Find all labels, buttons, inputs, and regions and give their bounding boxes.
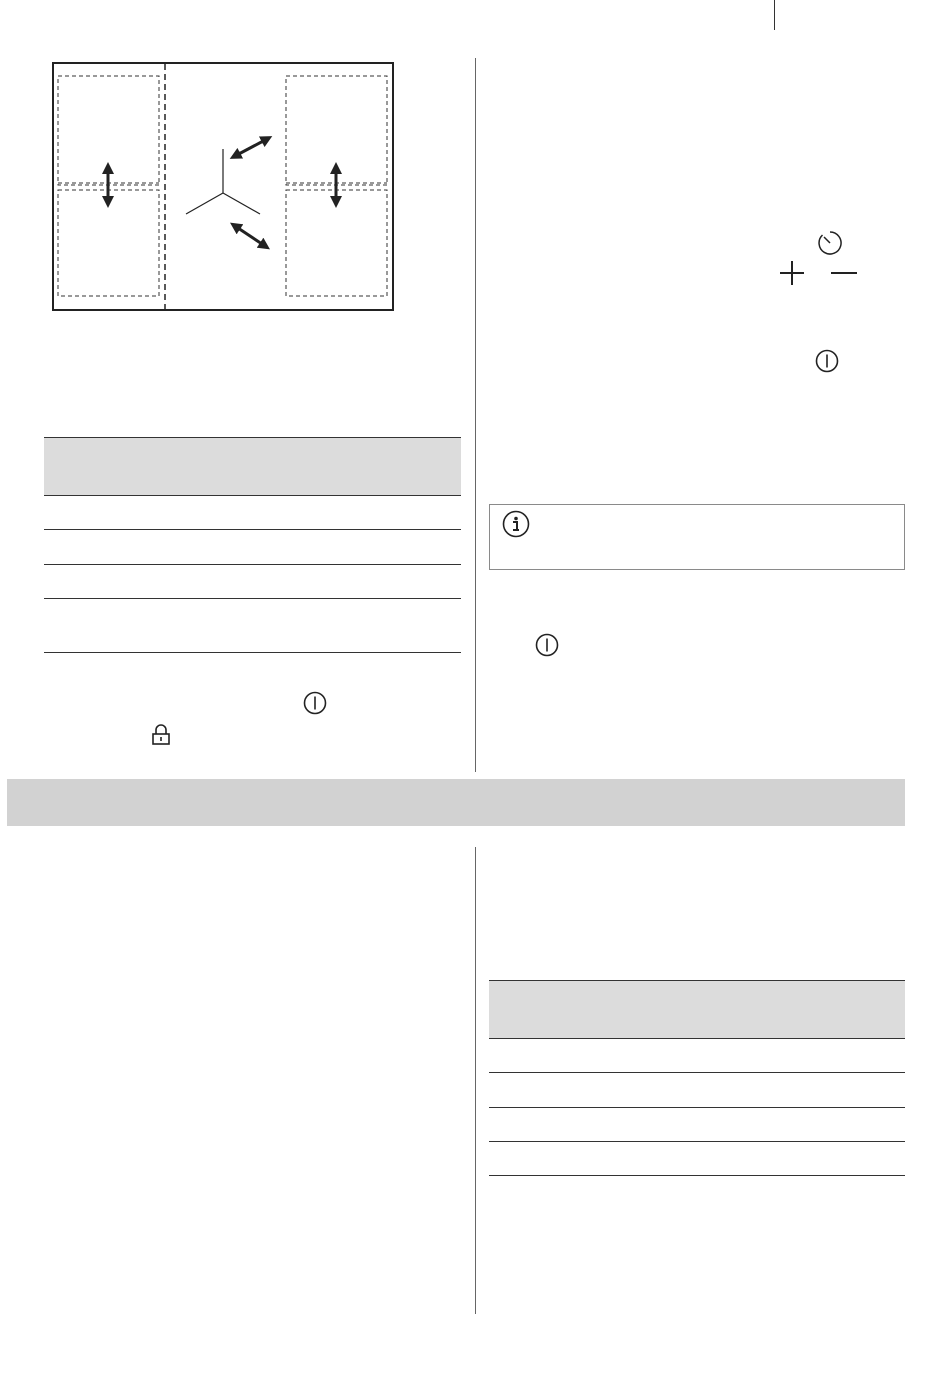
y-junction-lines xyxy=(186,149,260,214)
table-header xyxy=(489,981,905,1039)
timer-icon xyxy=(817,230,843,256)
table-row xyxy=(44,496,461,530)
double-arrow-diagonal-icon xyxy=(235,139,267,156)
table-row xyxy=(44,599,461,653)
table-row xyxy=(44,565,461,599)
section-header-band xyxy=(7,779,905,826)
power-icon xyxy=(535,633,559,657)
info-note-box xyxy=(489,504,905,570)
table-row xyxy=(489,1073,905,1108)
column-divider-top xyxy=(475,58,476,772)
double-arrow-diagonal-icon xyxy=(235,226,265,246)
table-row xyxy=(489,1039,905,1073)
column-divider-bottom xyxy=(475,847,476,1314)
settings-table-right xyxy=(489,980,905,1176)
info-icon xyxy=(502,510,530,538)
settings-table-left xyxy=(44,437,461,653)
plus-icon xyxy=(779,260,805,286)
power-icon xyxy=(815,349,839,373)
table-row xyxy=(489,1142,905,1176)
hob-zone-diagram xyxy=(52,62,394,312)
minus-icon xyxy=(831,271,857,275)
lock-icon xyxy=(151,724,171,746)
table-row xyxy=(44,530,461,565)
power-icon xyxy=(303,691,327,715)
table-header xyxy=(44,438,461,496)
crop-mark xyxy=(774,0,775,30)
table-row xyxy=(489,1108,905,1142)
